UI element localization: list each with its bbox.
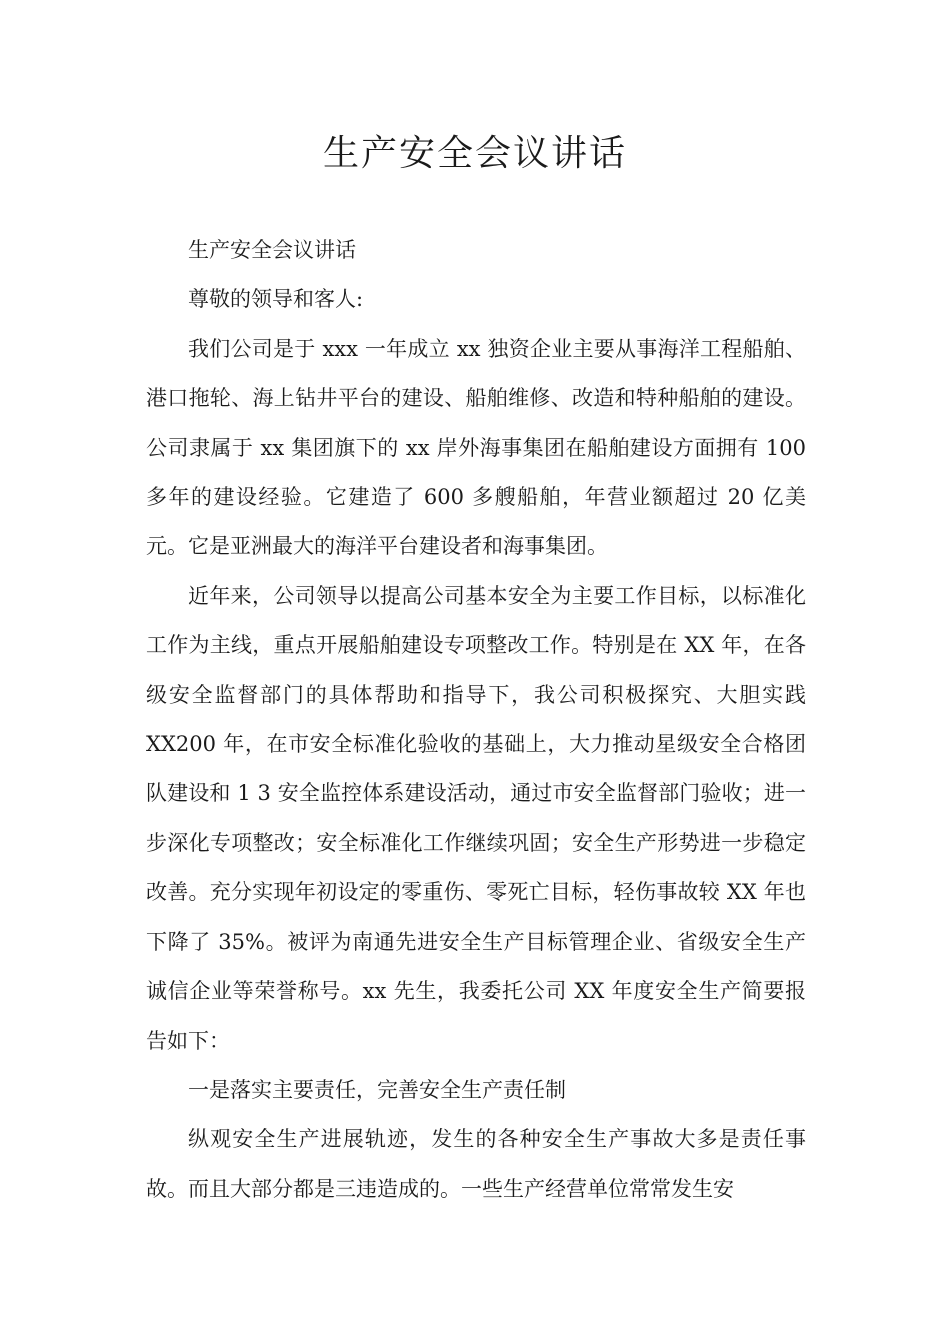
paragraph-section-one: 一是落实主要责任，完善安全生产责任制 [188, 1077, 566, 1102]
document-body [146, 226, 806, 1214]
document-title: 生产安全会议讲话 [322, 133, 627, 174]
paragraph-safety-progress: 近年来，公司领导以提高公司基本安全为主要工作目标，以标准化工作为主线，重点开展船舶建设专项整改工作。特别是在 XX 年，在各级安全监督部门的具体帮助和指导下，我公司积极探究、大胆实践 XX200 年，在市安全标准化验收的基础上，大力推动星级安全合格团队建设和 1 3 安全监控体系建设活动，通过市安全监督部门验收；进一步深化专项整改；安全标准化工作继续巩固；安全生产形势进一步稳定改善。充分实现年初设定的零重伤、零死亡目标，轻伤事故较 XX 年也下降了 35%。被评为南通先进安全生产目标管理企业、省级安全生产诚信企业等荣誉称号。xx 先生，我委托公司 XX 年度安全生产简要报告如下： [146, 583, 806, 1053]
paragraph-company-intro: 我们公司是于 xxx 一年成立 xx 独资企业主要从事海洋工程船舶、港口拖轮、海上钻井平台的建设、船舶维修、改造和特种船舶的建设。公司隶属于 xx 集团旗下的 xx 岸外海事集团在船舶建设方面拥有 100 多年的建设经验。它建造了 600 多艘船舶，年营业额超过 20 亿美元。它是亚洲最大的海洋平台建设者和海事集团。 [146, 336, 806, 559]
paragraph-heading: 生产安全会议讲话 [188, 238, 356, 262]
paragraph-responsibility: 纵观安全生产进展轨迹，发生的各种安全生产事故大多是责任事故。而且大部分都是三违造成的。一些生产经营单位常常发生安 [146, 1127, 806, 1201]
paragraph-salutation: 尊敬的领导和客人: [188, 287, 364, 312]
